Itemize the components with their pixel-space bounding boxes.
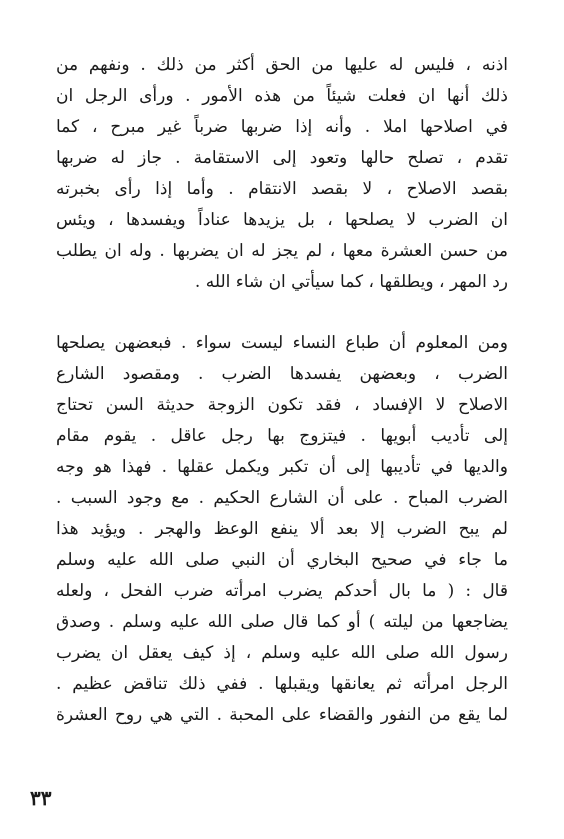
text-line: ان الضرب لا يصلحها ، بل يزيدها عناداً ويفسدها ، ويئس bbox=[56, 210, 508, 230]
text-line: تقدم ، تصلح حالها وتعود إلى الاستقامة . جاز له ضربها bbox=[56, 148, 508, 168]
text-line: الضرب ، وبعضهن يفسدها الضرب . ومقصود الشارع bbox=[56, 364, 508, 384]
text-line: الاصلاح لا الإفساد ، فقد تكون الزوجة حديثة السن تحتاج bbox=[56, 395, 508, 415]
text-line: إلى تأديب أبويها . فيتزوج بها رجل عاقل . يقوم مقام bbox=[56, 426, 508, 446]
paragraph-2 bbox=[56, 328, 508, 731]
text-line: اذنه ، فليس له عليها من الحق أكثر من ذلك . ونفهم من bbox=[56, 55, 508, 75]
text-line: الرجل امرأته ثم يعانقها ويقبلها . ففي ذلك تناقض عظيم . bbox=[56, 674, 508, 694]
text-line: لما يقع من النفور والقضاء على المحبة . التي هي روح العشرة bbox=[56, 705, 508, 725]
text-line: بقصد الاصلاح ، لا بقصد الانتقام . وأما إذا رأى بخبرته bbox=[56, 179, 508, 199]
text-line: الضرب المباح . على أن الشارع الحكيم . مع وجود السبب . bbox=[56, 488, 508, 508]
text-line: قال : ( ما بال أحدكم يضرب امرأته ضرب الفحل ، ولعله bbox=[56, 581, 508, 601]
text-line: من حسن العشرة معها ، لم يجز له ان يضربها . وله ان يطلب bbox=[56, 241, 508, 261]
text-line: يضاجعها من ليلته ) أو كما قال صلى الله عليه وسلم . وصدق bbox=[56, 612, 508, 632]
text-line: ومن المعلوم أن طباع النساء ليست سواء . فبعضهن يصلحها bbox=[56, 333, 508, 353]
paragraph-1 bbox=[56, 50, 508, 298]
text-line: في اصلاحها املا . وأنه إذا ضربها ضرباً غير مبرح ، كما bbox=[56, 117, 508, 137]
text-line: رد المهر ، ويطلقها ، كما سيأتي ان شاء الله . bbox=[194, 272, 508, 292]
text-line: رسول الله صلى الله عليه وسلم ، إذ كيف يعقل ان يضرب bbox=[56, 643, 508, 663]
text-line: والديها في تأديبها إلى أن تكبر ويكمل عقلها . فهذا هو وجه bbox=[56, 457, 508, 477]
text-line: ما جاء في صحيح البخاري أن النبي صلى الله عليه وسلم bbox=[56, 550, 508, 570]
text-line: لم يبح الضرب إلا بعد ألا ينفع الوعظ والهجر . ويؤيد هذا bbox=[56, 519, 508, 539]
page-number: ٣٣ bbox=[30, 786, 52, 810]
text-line: ذلك أنها ان فعلت شيئاً من هذه الأمور . ورأى الرجل ان bbox=[56, 86, 508, 106]
